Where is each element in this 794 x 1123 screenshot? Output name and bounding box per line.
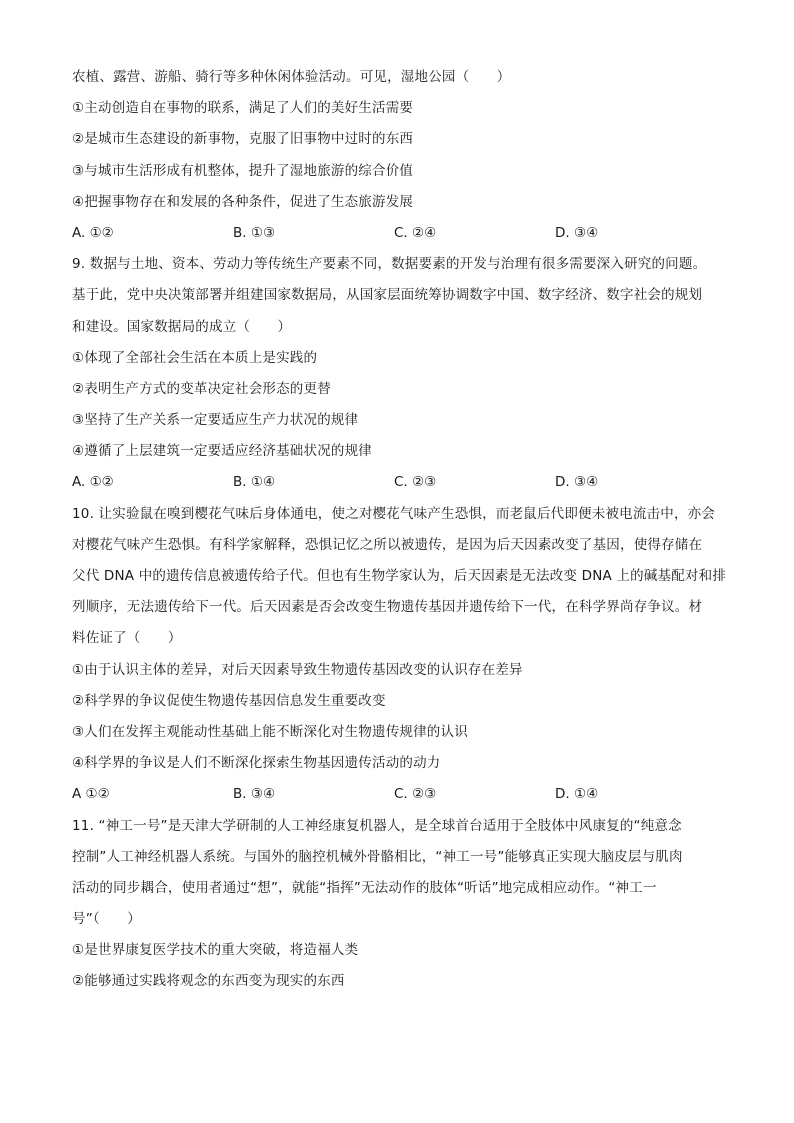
question-9 [72, 249, 722, 499]
question-stem-line: 基于此，党中央决策部署并组建国家数据局，从国家层面统筹协调数字中国、数字经济、数字社会的规划 [72, 287, 703, 304]
option-4: ④把握事物存在和发展的各种条件，促进了生态旅游发展 [72, 193, 414, 210]
answer-choices [72, 218, 722, 249]
choice-b: B. ①③ [233, 224, 276, 241]
option-4: ④科学界的争议是人们不断深化探索生物基因遗传活动的动力 [72, 755, 441, 772]
choice-d: D. ③④ [555, 224, 599, 241]
option-2: ②表明生产方式的变革决定社会形态的更替 [72, 380, 331, 397]
choice-a: A ①② [72, 786, 110, 803]
question-stem-line: 10. 让实验鼠在嗅到樱花气味后身体通电，使之对樱花气味产生恐惧，而老鼠后代即便未被电流击中，亦会 [72, 505, 716, 522]
question-11 [72, 811, 722, 998]
option-1: ①体现了全部社会生活在本质上是实践的 [72, 349, 318, 366]
option-1: ①由于认识主体的差异，对后天因素导致生物遗传基因改变的认识存在差异 [72, 661, 523, 678]
option-3: ③人们在发挥主观能动性基础上能不断深化对生物遗传规律的认识 [72, 723, 468, 740]
choice-a: A. ①② [72, 224, 114, 241]
choice-c: C. ②③ [394, 786, 437, 803]
question-stem-line: 11. “神工一号”是天津大学研制的人工神经康复机器人，是全球首台适用于全肢体中风康复的“纯意念 [72, 817, 682, 834]
option-1: ①是世界康复医学技术的重大突破，将造福人类 [72, 942, 359, 959]
question-stem-line: 和建设。国家数据局的成立（ ） [72, 318, 292, 335]
option-3: ③与城市生活形成有机整体，提升了湿地旅游的综合价值 [72, 162, 414, 179]
option-2: ②是城市生态建设的新事物，克服了旧事物中过时的东西 [72, 131, 414, 148]
answer-choices [72, 467, 722, 498]
question-10 [72, 499, 727, 811]
option-2: ②能够通过实践将观念的东西变为现实的东西 [72, 973, 345, 990]
question-stem-line: 父代 DNA 中的遗传信息被遗传给子代。但也有生物学家认为，后天因素是无法改变 DNA 上的碱基配对和排 [72, 568, 727, 584]
choice-d: D. ①④ [555, 786, 599, 803]
question-stem-line: 号”（ ） [72, 911, 141, 928]
option-1: ①主动创造自在事物的联系，满足了人们的美好生活需要 [72, 100, 414, 117]
choice-a: A. ①② [72, 474, 114, 491]
answer-choices [72, 779, 722, 810]
option-3: ③坚持了生产关系一定要适应生产力状况的规律 [72, 412, 359, 429]
choice-c: C. ②③ [394, 474, 437, 491]
option-4: ④遵循了上层建筑一定要适应经济基础状况的规律 [72, 443, 373, 460]
question-stem-line: 列顺序，无法遗传给下一代。后天因素是否会改变生物遗传基因并遗传给下一代，在科学界尚存争议。材 [72, 599, 703, 616]
question-stem-line: 活动的同步耦合，使用者通过“想”，就能“指挥”无法动作的肢体“听话”地完成相应动作。“神工一 [72, 879, 657, 896]
question-8 [72, 62, 722, 249]
question-stem-line: 农植、露营、游船、骑行等多种休闲体验活动。可见，湿地公园（ ） [72, 69, 511, 85]
question-stem-line: 9. 数据与土地、资本、劳动力等传统生产要素不同，数据要素的开发与治理有很多需要深入研究的问题。 [72, 256, 707, 273]
option-2: ②科学界的争议促使生物遗传基因信息发生重要改变 [72, 692, 386, 709]
question-stem-line: 对樱花气味产生恐惧。有科学家解释，恐惧记忆之所以被遗传，是因为后天因素改变了基因，使得存储在 [72, 536, 703, 553]
choice-c: C. ②④ [394, 224, 437, 241]
choice-b: B. ③④ [233, 786, 276, 803]
choice-b: B. ①④ [233, 474, 276, 491]
question-stem-line: 料佐证了（ ） [72, 630, 182, 647]
question-stem-line: 控制”人工神经机器人系统。与国外的脑控机械外骨骼相比，“神工一号”能够真正实现大脑皮层与肌肉 [72, 848, 683, 865]
document-page [72, 62, 727, 998]
choice-d: D. ③④ [555, 474, 599, 491]
